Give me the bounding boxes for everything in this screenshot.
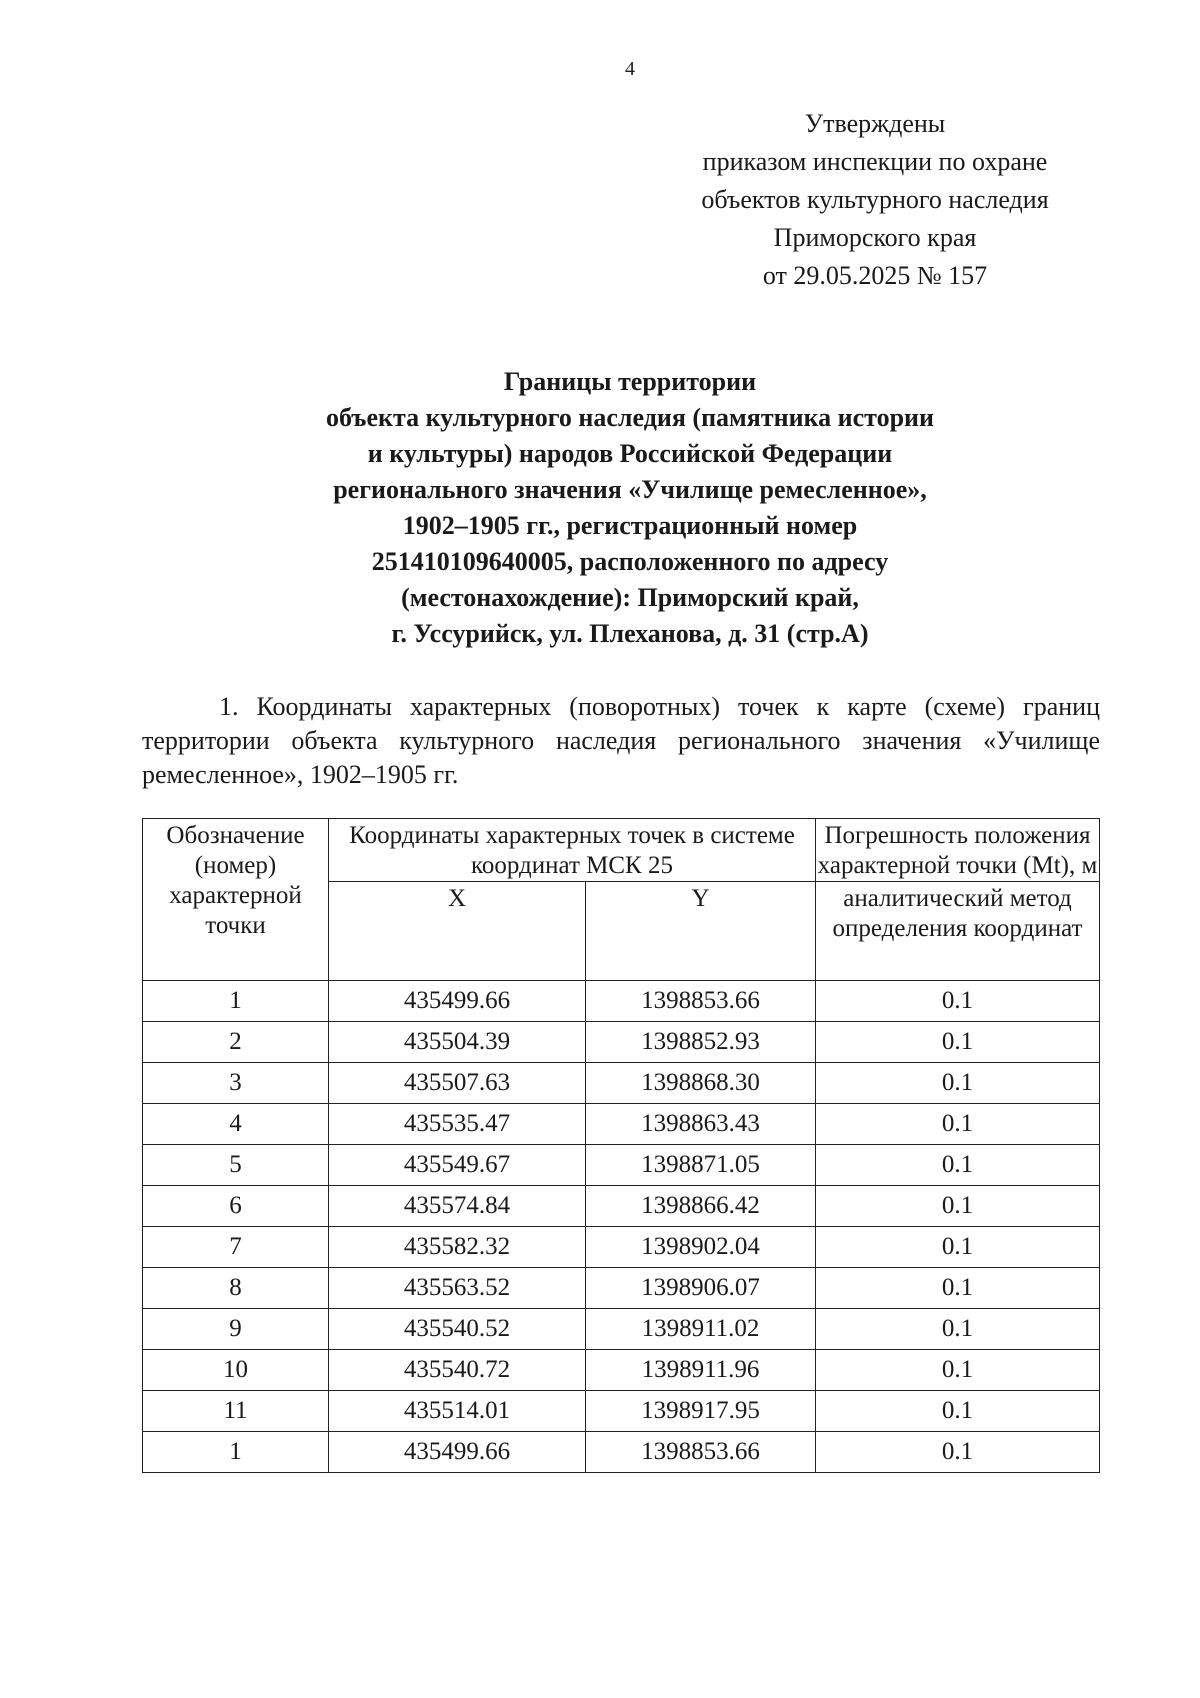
table-row xyxy=(143,1432,1100,1473)
cell-y: 1398871.05 xyxy=(586,1145,816,1186)
cell-accuracy: 0.1 xyxy=(816,1309,1100,1350)
cell-y: 1398911.96 xyxy=(586,1350,816,1391)
coordinates-paragraph: 1. Координаты характерных (поворотных) точек к карте (схеме) границ территории объекта культурного наследия регионального значения «Училище ремесленное», 1902–1905 гг. xyxy=(142,692,1100,789)
cell-x: 435514.01 xyxy=(329,1391,586,1432)
cell-y: 1398863.43 xyxy=(586,1104,816,1145)
title-line: регионального значения «Училище ремесленное», xyxy=(333,475,927,504)
cell-x: 435507.63 xyxy=(329,1063,586,1104)
header-y: Y xyxy=(586,882,816,981)
cell-point: 3 xyxy=(143,1063,329,1104)
table-row xyxy=(143,1063,1100,1104)
cell-point: 4 xyxy=(143,1104,329,1145)
cell-y: 1398866.42 xyxy=(586,1186,816,1227)
title-line: и культуры) народов Российской Федерации xyxy=(367,439,893,468)
cell-accuracy: 0.1 xyxy=(816,1432,1100,1473)
header-point: Обозначение (номер) характерной точки xyxy=(143,819,329,981)
header-coordinates: Координаты характерных точек в системе координат МСК 25 xyxy=(329,819,816,882)
table-row xyxy=(143,1145,1100,1186)
cell-point: 6 xyxy=(143,1186,329,1227)
document-title xyxy=(150,364,1110,652)
cell-y: 1398902.04 xyxy=(586,1227,816,1268)
cell-x: 435499.66 xyxy=(329,981,586,1022)
cell-point: 8 xyxy=(143,1268,329,1309)
cell-accuracy: 0.1 xyxy=(816,1022,1100,1063)
cell-x: 435574.84 xyxy=(329,1186,586,1227)
cell-accuracy: 0.1 xyxy=(816,1145,1100,1186)
page-number: 4 xyxy=(625,58,635,80)
cell-x: 435540.52 xyxy=(329,1309,586,1350)
title-line: г. Уссурийск, ул. Плеханова, д. 31 (стр.А) xyxy=(391,619,869,648)
table-row xyxy=(143,1350,1100,1391)
table-header-row xyxy=(143,819,1100,882)
table-row xyxy=(143,1391,1100,1432)
approval-block xyxy=(640,105,1110,295)
cell-point: 10 xyxy=(143,1350,329,1391)
title-line: 251410109640005, расположенного по адресу xyxy=(371,547,889,576)
cell-x: 435540.72 xyxy=(329,1350,586,1391)
cell-point: 9 xyxy=(143,1309,329,1350)
table-row xyxy=(143,1309,1100,1350)
cell-accuracy: 0.1 xyxy=(816,1104,1100,1145)
cell-y: 1398852.93 xyxy=(586,1022,816,1063)
table-row xyxy=(143,1227,1100,1268)
cell-accuracy: 0.1 xyxy=(816,1268,1100,1309)
cell-y: 1398911.02 xyxy=(586,1309,816,1350)
cell-y: 1398868.30 xyxy=(586,1063,816,1104)
table-row xyxy=(143,1186,1100,1227)
cell-point: 5 xyxy=(143,1145,329,1186)
approval-line: Приморского края xyxy=(773,223,977,252)
approval-line: Утверждены xyxy=(804,109,946,138)
cell-x: 435499.66 xyxy=(329,1432,586,1473)
cell-x: 435563.52 xyxy=(329,1268,586,1309)
cell-accuracy: 0.1 xyxy=(816,1186,1100,1227)
cell-x: 435504.39 xyxy=(329,1022,586,1063)
header-accuracy: Погрешность положения характерной точки (Mt), м xyxy=(816,819,1100,882)
header-x: X xyxy=(329,882,586,981)
cell-y: 1398853.66 xyxy=(586,981,816,1022)
cell-x: 435535.47 xyxy=(329,1104,586,1145)
table-row xyxy=(143,1268,1100,1309)
cell-y: 1398906.07 xyxy=(586,1268,816,1309)
title-line: (местонахождение): Приморский край, xyxy=(401,583,859,612)
cell-accuracy: 0.1 xyxy=(816,1391,1100,1432)
cell-point: 7 xyxy=(143,1227,329,1268)
cell-accuracy: 0.1 xyxy=(816,981,1100,1022)
approval-line: объектов культурного наследия xyxy=(701,185,1049,214)
cell-point: 1 xyxy=(143,981,329,1022)
table-row xyxy=(143,981,1100,1022)
table-row xyxy=(143,1022,1100,1063)
cell-accuracy: 0.1 xyxy=(816,1350,1100,1391)
cell-x: 435549.67 xyxy=(329,1145,586,1186)
cell-y: 1398917.95 xyxy=(586,1391,816,1432)
title-line: Границы территории xyxy=(503,367,757,396)
title-line: 1902–1905 гг., регистрационный номер xyxy=(402,511,858,540)
cell-point: 1 xyxy=(143,1432,329,1473)
cell-point: 11 xyxy=(143,1391,329,1432)
cell-y: 1398853.66 xyxy=(586,1432,816,1473)
title-line: объекта культурного наследия (памятника истории xyxy=(325,403,935,432)
header-method: аналитический метод определения координат xyxy=(816,882,1100,981)
cell-point: 2 xyxy=(143,1022,329,1063)
table-row xyxy=(143,1104,1100,1145)
approval-line: приказом инспекции по охране xyxy=(702,147,1048,176)
coordinates-table xyxy=(142,818,1100,1473)
cell-x: 435582.32 xyxy=(329,1227,586,1268)
cell-accuracy: 0.1 xyxy=(816,1063,1100,1104)
approval-line: от 29.05.2025 № 157 xyxy=(762,261,988,290)
cell-accuracy: 0.1 xyxy=(816,1227,1100,1268)
